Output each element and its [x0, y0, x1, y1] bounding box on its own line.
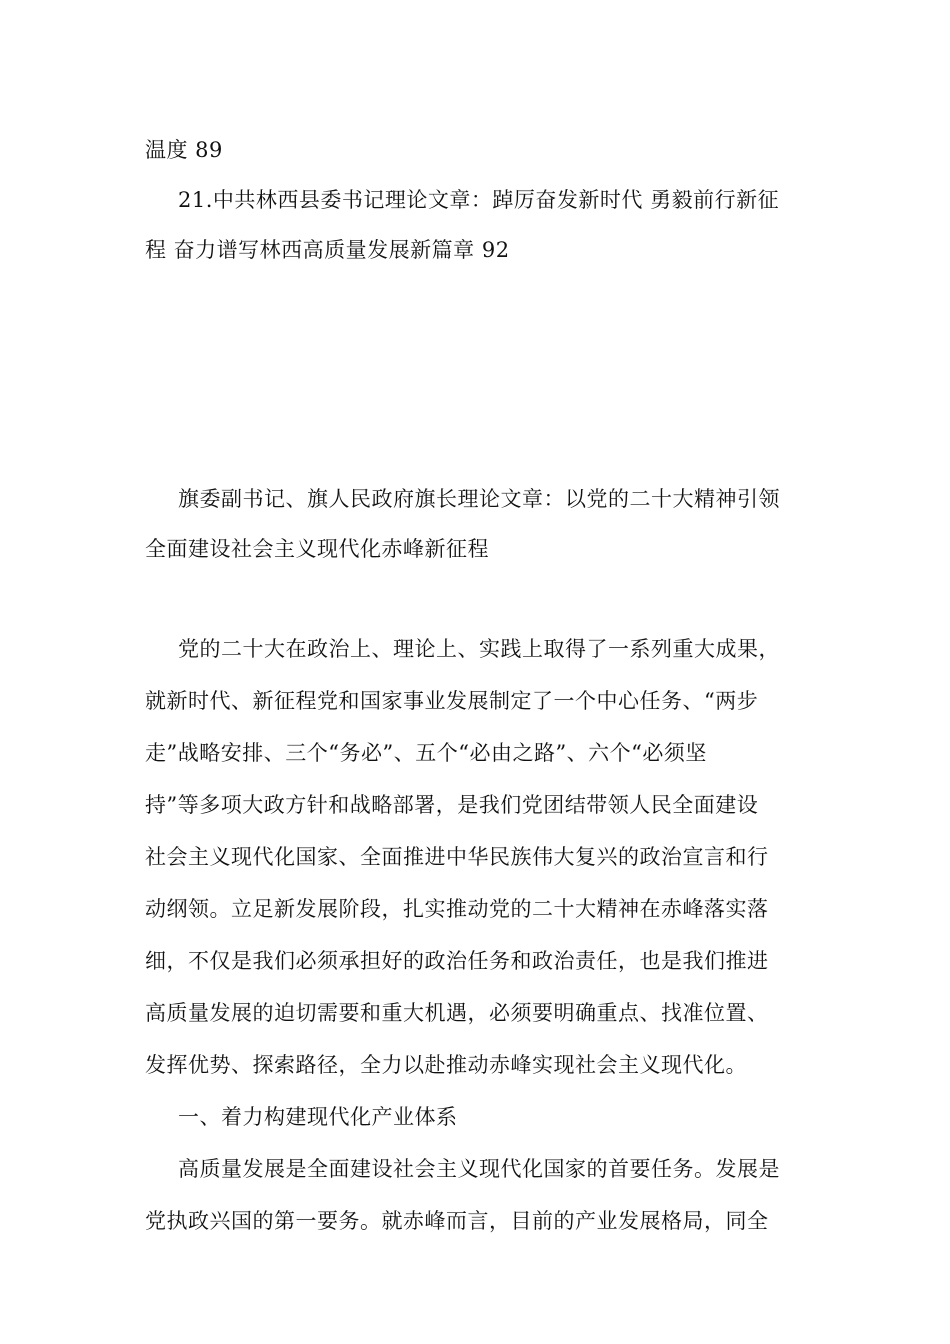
paragraph-line: 动纲领。立足新发展阶段，扎实推动党的二十大精神在赤峰落实落 — [145, 897, 769, 921]
paragraph-line: 高质量发展的迫切需要和重大机遇，必须要明确重点、找准位置、 — [145, 1001, 769, 1025]
paragraph-line: 发挥优势、探索路径，全力以赴推动赤峰实现社会主义现代化。 — [145, 1053, 747, 1077]
paragraph-line: 党的二十大在政治上、理论上、实践上取得了一系列重大成果， — [178, 637, 780, 661]
paragraph-line: 持”等多项大政方针和战略部署，是我们党团结带领人民全面建设 — [145, 793, 759, 817]
toc-entry-21: 21.中共林西县委书记理论文章：踔厉奋发新时代 勇毅前行新征 — [178, 188, 780, 212]
paragraph-line: 就新时代、新征程党和国家事业发展制定了一个中心任务、“两步 — [145, 689, 759, 713]
section-heading-text: 一、着力构建现代化产业体系 — [178, 1105, 458, 1129]
toc-entry-continuation: 温度 89 — [145, 138, 223, 162]
paragraph-line: 社会主义现代化国家、全面推进中华民族伟大复兴的政治宣言和行 — [145, 845, 769, 869]
article-title-line-1: 旗委副书记、旗人民政府旗长理论文章：以党的二十大精神引领 — [178, 487, 780, 511]
article-title-line-2: 全面建设社会主义现代化赤峰新征程 — [145, 537, 489, 561]
paragraph-line: 细，不仅是我们必须承担好的政治任务和政治责任，也是我们推进 — [145, 949, 769, 973]
paragraph-line: 高质量发展是全面建设社会主义现代化国家的首要任务。发展是 — [178, 1157, 780, 1181]
paragraph-line: 党执政兴国的第一要务。就赤峰而言，目前的产业发展格局，同全 — [145, 1209, 769, 1233]
paragraph-line: 走”战略安排、三个“务必”、五个“必由之路”、六个“必须坚 — [145, 741, 707, 765]
toc-entry-21-continuation: 程 奋力谱写林西高质量发展新篇章 92 — [145, 238, 510, 262]
